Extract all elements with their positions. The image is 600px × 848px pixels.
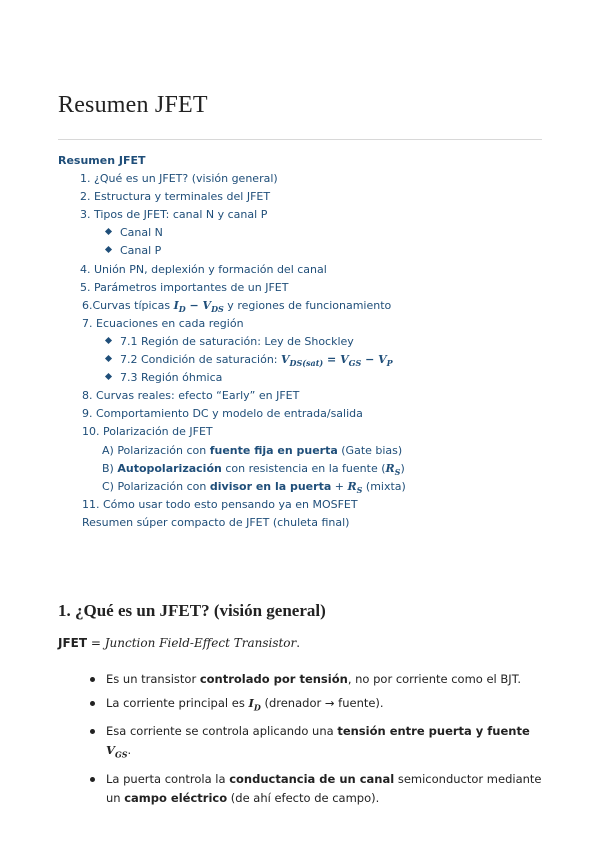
def-eq: =	[87, 636, 105, 650]
math-v: V	[281, 353, 290, 367]
p4-bold: conductancia de un canal	[229, 771, 395, 786]
page-title: Resumen JFET	[58, 92, 208, 118]
p4-pre: La puerta controla la	[106, 771, 230, 786]
toc-item-12[interactable]: Resumen súper compacto de JFET (chuleta final)	[82, 515, 350, 529]
list-item	[90, 722, 542, 764]
p1-pre: Es un transistor	[106, 672, 200, 686]
math-minus-v: − V	[185, 298, 212, 312]
toc-item-7b-math	[281, 353, 393, 369]
toc-item-7b[interactable]	[58, 351, 542, 369]
toc-item-2[interactable]: 2. Estructura y terminales del JFET	[80, 190, 271, 204]
toc-item-10c-post: (mixta)	[362, 479, 406, 493]
toc-item-6-pre: 6.Curvas típicas	[82, 298, 174, 312]
toc-item-6[interactable]	[58, 297, 542, 315]
toc-item-10a[interactable]	[58, 442, 542, 460]
math-sub-gs: GS	[114, 749, 128, 760]
math-minus-v: − V	[361, 353, 387, 367]
toc-item-5[interactable]: 5. Parámetros importantes de un JFET	[80, 280, 289, 294]
toc-item-10a-bold: fuente fija en puerta	[209, 443, 338, 457]
p3-bold: tensión entre puerta y fuente	[337, 724, 530, 739]
p2-post: (drenador → fuente).	[260, 696, 384, 710]
p3-post: .	[127, 743, 132, 758]
toc-item-10c-pre: C) Polarización con	[102, 479, 210, 493]
toc-item-3a[interactable]	[58, 224, 542, 242]
math-sub-gs: GS	[348, 358, 362, 369]
toc-item-10b-pre: B)	[102, 461, 118, 475]
p4-bold2: campo eléctrico	[124, 790, 228, 805]
toc-item-10[interactable]: 10. Polarización de JFET	[82, 425, 213, 439]
toc-item-7a-label: 7.1 Región de saturación: Ley de Shockley	[120, 334, 354, 348]
title-divider	[58, 139, 542, 140]
toc-item-7c[interactable]	[58, 369, 542, 387]
toc-item-10c-bold: divisor en la puerta	[209, 479, 332, 493]
toc-item-3a-label: Canal N	[120, 226, 163, 240]
toc-item-10a-post: (Gate bias)	[337, 443, 403, 457]
bullet-icon	[105, 355, 112, 362]
math-sub-ds: DS	[211, 303, 224, 314]
math-v: V	[106, 743, 115, 758]
toc-item-6-post: y regiones de funcionamiento	[223, 298, 392, 312]
math-sub-dssat: DS(sat)	[289, 358, 324, 369]
p4-mid: semiconductor mediante un	[106, 771, 542, 805]
p2-math	[248, 696, 261, 713]
p1-bold: controlado por tensión	[199, 672, 348, 686]
math-sub-s: S	[394, 466, 401, 477]
toc-item-3b[interactable]	[58, 242, 542, 260]
math-i: I	[248, 696, 254, 710]
toc-item-10b-mid: con resistencia en la fuente (	[221, 461, 386, 475]
def-term: JFET	[58, 636, 88, 650]
bullet-icon	[105, 337, 112, 344]
math-sub-d: D	[253, 702, 261, 713]
math-r: R	[347, 479, 357, 493]
def-expansion: Junction Field-Effect Transistor	[104, 636, 297, 650]
math-sub-p: P	[386, 358, 393, 369]
toc-item-10b-bold: Autopolarización	[117, 461, 222, 475]
toc-item-7b-pre: 7.2 Condición de saturación:	[120, 353, 281, 367]
overview-list	[90, 670, 542, 813]
toc-item-10b[interactable]	[58, 460, 542, 478]
toc-item-6-math	[174, 299, 224, 312]
toc-item-10c-math	[347, 480, 362, 493]
p1-post: , no por corriente como el BJT.	[347, 672, 522, 686]
toc-item-7c-label: 7.3 Región óhmica	[120, 371, 223, 385]
toc-item-1[interactable]: 1. ¿Qué es un JFET? (visión general)	[80, 172, 278, 186]
toc-item-10a-pre: A) Polarización con	[102, 443, 210, 457]
toc-item-10b-post: )	[400, 461, 405, 475]
math-sub-s: S	[356, 484, 363, 495]
toc-item-11[interactable]: 11. Cómo usar todo esto pensando ya en MOSFET	[82, 497, 358, 511]
p3-math	[106, 743, 128, 760]
list-item	[90, 694, 542, 717]
math-id: I	[173, 298, 179, 312]
math-eq-v: = V	[323, 353, 349, 367]
p2-pre: La corriente principal es	[106, 696, 249, 710]
bullet-icon	[105, 228, 112, 235]
toc-item-7[interactable]: 7. Ecuaciones en cada región	[82, 316, 244, 330]
table-of-contents	[58, 152, 542, 532]
toc-item-3[interactable]: 3. Tipos de JFET: canal N y canal P	[80, 208, 268, 222]
toc-item-7a[interactable]	[58, 333, 542, 351]
toc-item-10c[interactable]	[58, 478, 542, 496]
math-sub-d: D	[178, 303, 186, 314]
p4-post: (de ahí efecto de campo).	[227, 790, 380, 805]
def-end: .	[296, 636, 301, 650]
toc-heading[interactable]: Resumen JFET	[58, 154, 146, 167]
toc-item-10b-math	[386, 462, 401, 475]
section-1-heading: 1. ¿Qué es un JFET? (visión general)	[58, 601, 326, 620]
math-r: R	[385, 461, 395, 475]
jfet-definition	[58, 636, 300, 650]
bullet-icon	[105, 373, 112, 380]
p3-pre: Esa corriente se controla aplicando una	[106, 724, 338, 739]
bullet-icon	[105, 246, 112, 253]
list-item	[90, 770, 542, 808]
list-item	[90, 670, 542, 689]
toc-item-4[interactable]: 4. Unión PN, deplexión y formación del canal	[80, 262, 327, 276]
toc-item-10c-mid: +	[331, 479, 348, 493]
toc-item-9[interactable]: 9. Comportamiento DC y modelo de entrada/salida	[82, 407, 363, 421]
toc-item-3b-label: Canal P	[120, 244, 162, 258]
toc-item-8[interactable]: 8. Curvas reales: efecto “Early” en JFET	[82, 389, 300, 403]
